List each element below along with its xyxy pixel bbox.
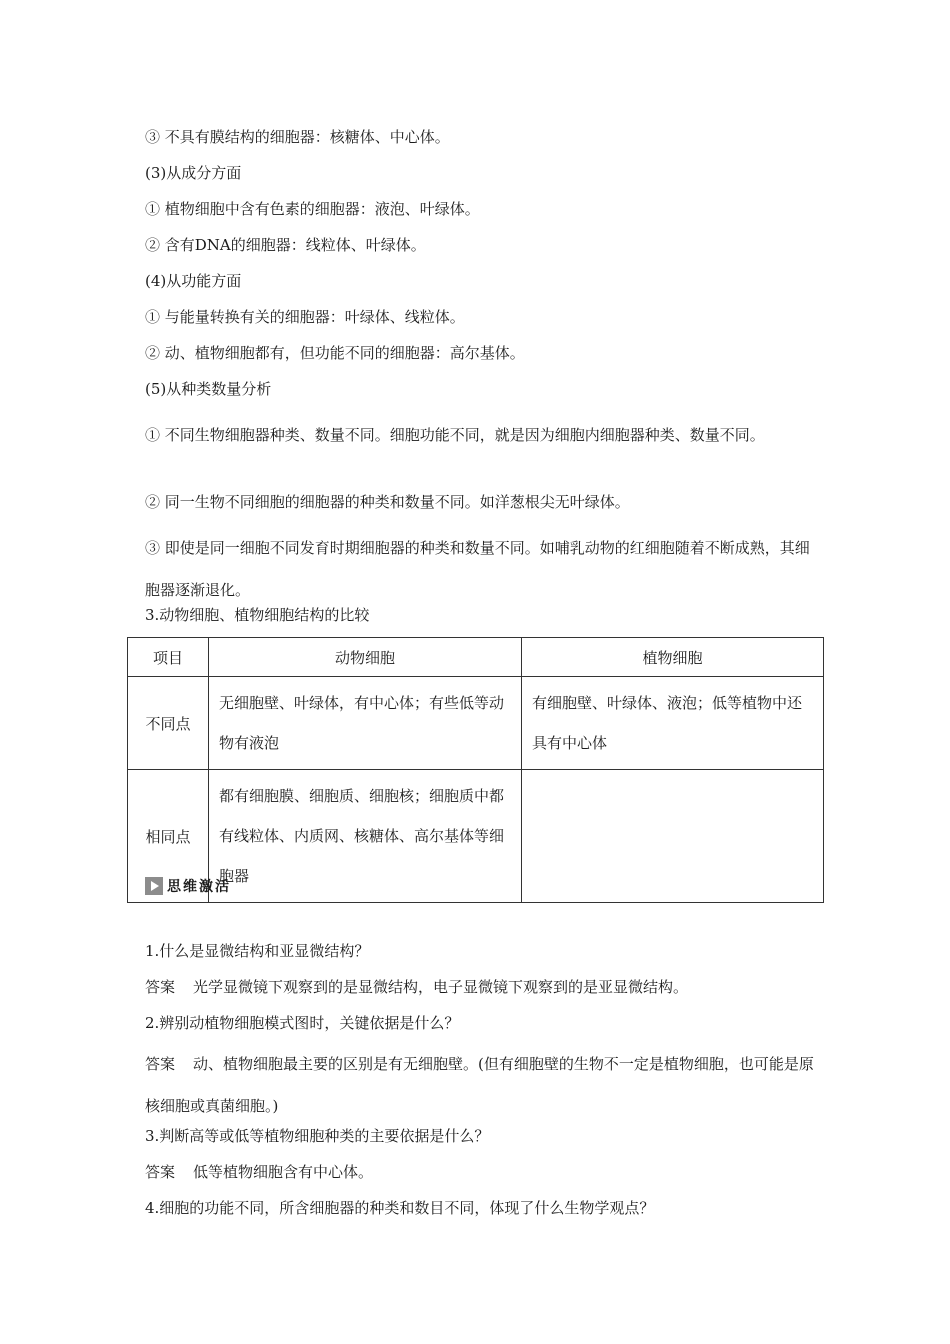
- table-header: 动物细胞: [209, 638, 522, 677]
- paragraph: ② 同一生物不同细胞的细胞器的种类和数量不同。如洋葱根尖无叶绿体。: [145, 493, 630, 511]
- answer-text: 低等植物细胞含有中心体。: [193, 1163, 374, 1181]
- table-header-row: [128, 638, 824, 677]
- thinking-header: [145, 877, 231, 895]
- table-cell: [522, 770, 824, 903]
- text-line: ③ 不具有膜结构的细胞器：核糖体、中心体。: [145, 128, 450, 146]
- text-line: ① 植物细胞中含有色素的细胞器：液泡、叶绿体。: [145, 200, 480, 218]
- answer-label: 答案: [145, 978, 176, 996]
- answer-text: 动、植物细胞最主要的区别是有无细胞壁。(但有细胞壁的生物不一定是植物细胞，也可能是原核细胞或真菌细胞。): [145, 1055, 814, 1115]
- answer-text: 光学显微镜下观察到的是显微结构，电子显微镜下观察到的是亚显微结构。: [193, 978, 689, 996]
- thinking-label: 思维激活: [167, 879, 231, 895]
- paragraph: ① 不同生物细胞器种类、数量不同。细胞功能不同，就是因为细胞内细胞器种类、数量不同。: [145, 426, 765, 444]
- section-title: 3.动物细胞、植物细胞结构的比较: [145, 606, 370, 624]
- answer: [145, 1162, 373, 1182]
- paragraph: ③ 即使是同一细胞不同发育时期细胞器的种类和数量不同。如哺乳动物的红细胞随着不断成熟，其细胞器逐渐退化。: [145, 539, 810, 599]
- cell-text: 无细胞壁、叶绿体，有中心体；有些低等动物有液泡: [219, 694, 505, 752]
- answer: [145, 977, 688, 997]
- row-label: 相同点: [128, 770, 209, 903]
- table-row: [128, 770, 824, 903]
- question: 1.什么是显微结构和亚显微结构？: [145, 942, 370, 960]
- comparison-table: [127, 637, 824, 903]
- row-label: 不同点: [128, 677, 209, 770]
- question: 2.辨别动植物细胞模式图时，关键依据是什么？: [145, 1014, 460, 1032]
- cell-text: 都有细胞膜、细胞质、细胞核；细胞质中都有线粒体、内质网、核糖体、高尔基体等细胞器: [219, 787, 505, 885]
- question: 3.判断高等或低等植物细胞种类的主要依据是什么？: [145, 1127, 490, 1145]
- cell-text: 有细胞壁、叶绿体、液泡；低等植物中还具有中心体: [532, 694, 803, 752]
- table-header: 项目: [128, 638, 209, 677]
- text-line: (5)从种类数量分析: [145, 380, 272, 398]
- answer-label: 答案: [145, 1055, 176, 1073]
- text-line: ① 与能量转换有关的细胞器：叶绿体、线粒体。: [145, 308, 465, 326]
- answer-label: 答案: [145, 1163, 176, 1181]
- text-line: ② 含有DNA的细胞器：线粒体、叶绿体。: [145, 236, 426, 254]
- text-line: (3)从成分方面: [145, 164, 242, 182]
- answer: [145, 1043, 815, 1127]
- text-line: (4)从功能方面: [145, 272, 242, 290]
- text-line: ② 动、植物细胞都有，但功能不同的细胞器：高尔基体。: [145, 344, 525, 362]
- play-triangle-icon: [145, 877, 163, 895]
- table-row: [128, 677, 824, 770]
- table-header: 植物细胞: [522, 638, 824, 677]
- table-cell: [209, 770, 522, 903]
- table-cell: [209, 677, 522, 770]
- question: 4.细胞的功能不同，所含细胞器的种类和数目不同，体现了什么生物学观点？: [145, 1199, 655, 1217]
- table-cell: [522, 677, 824, 770]
